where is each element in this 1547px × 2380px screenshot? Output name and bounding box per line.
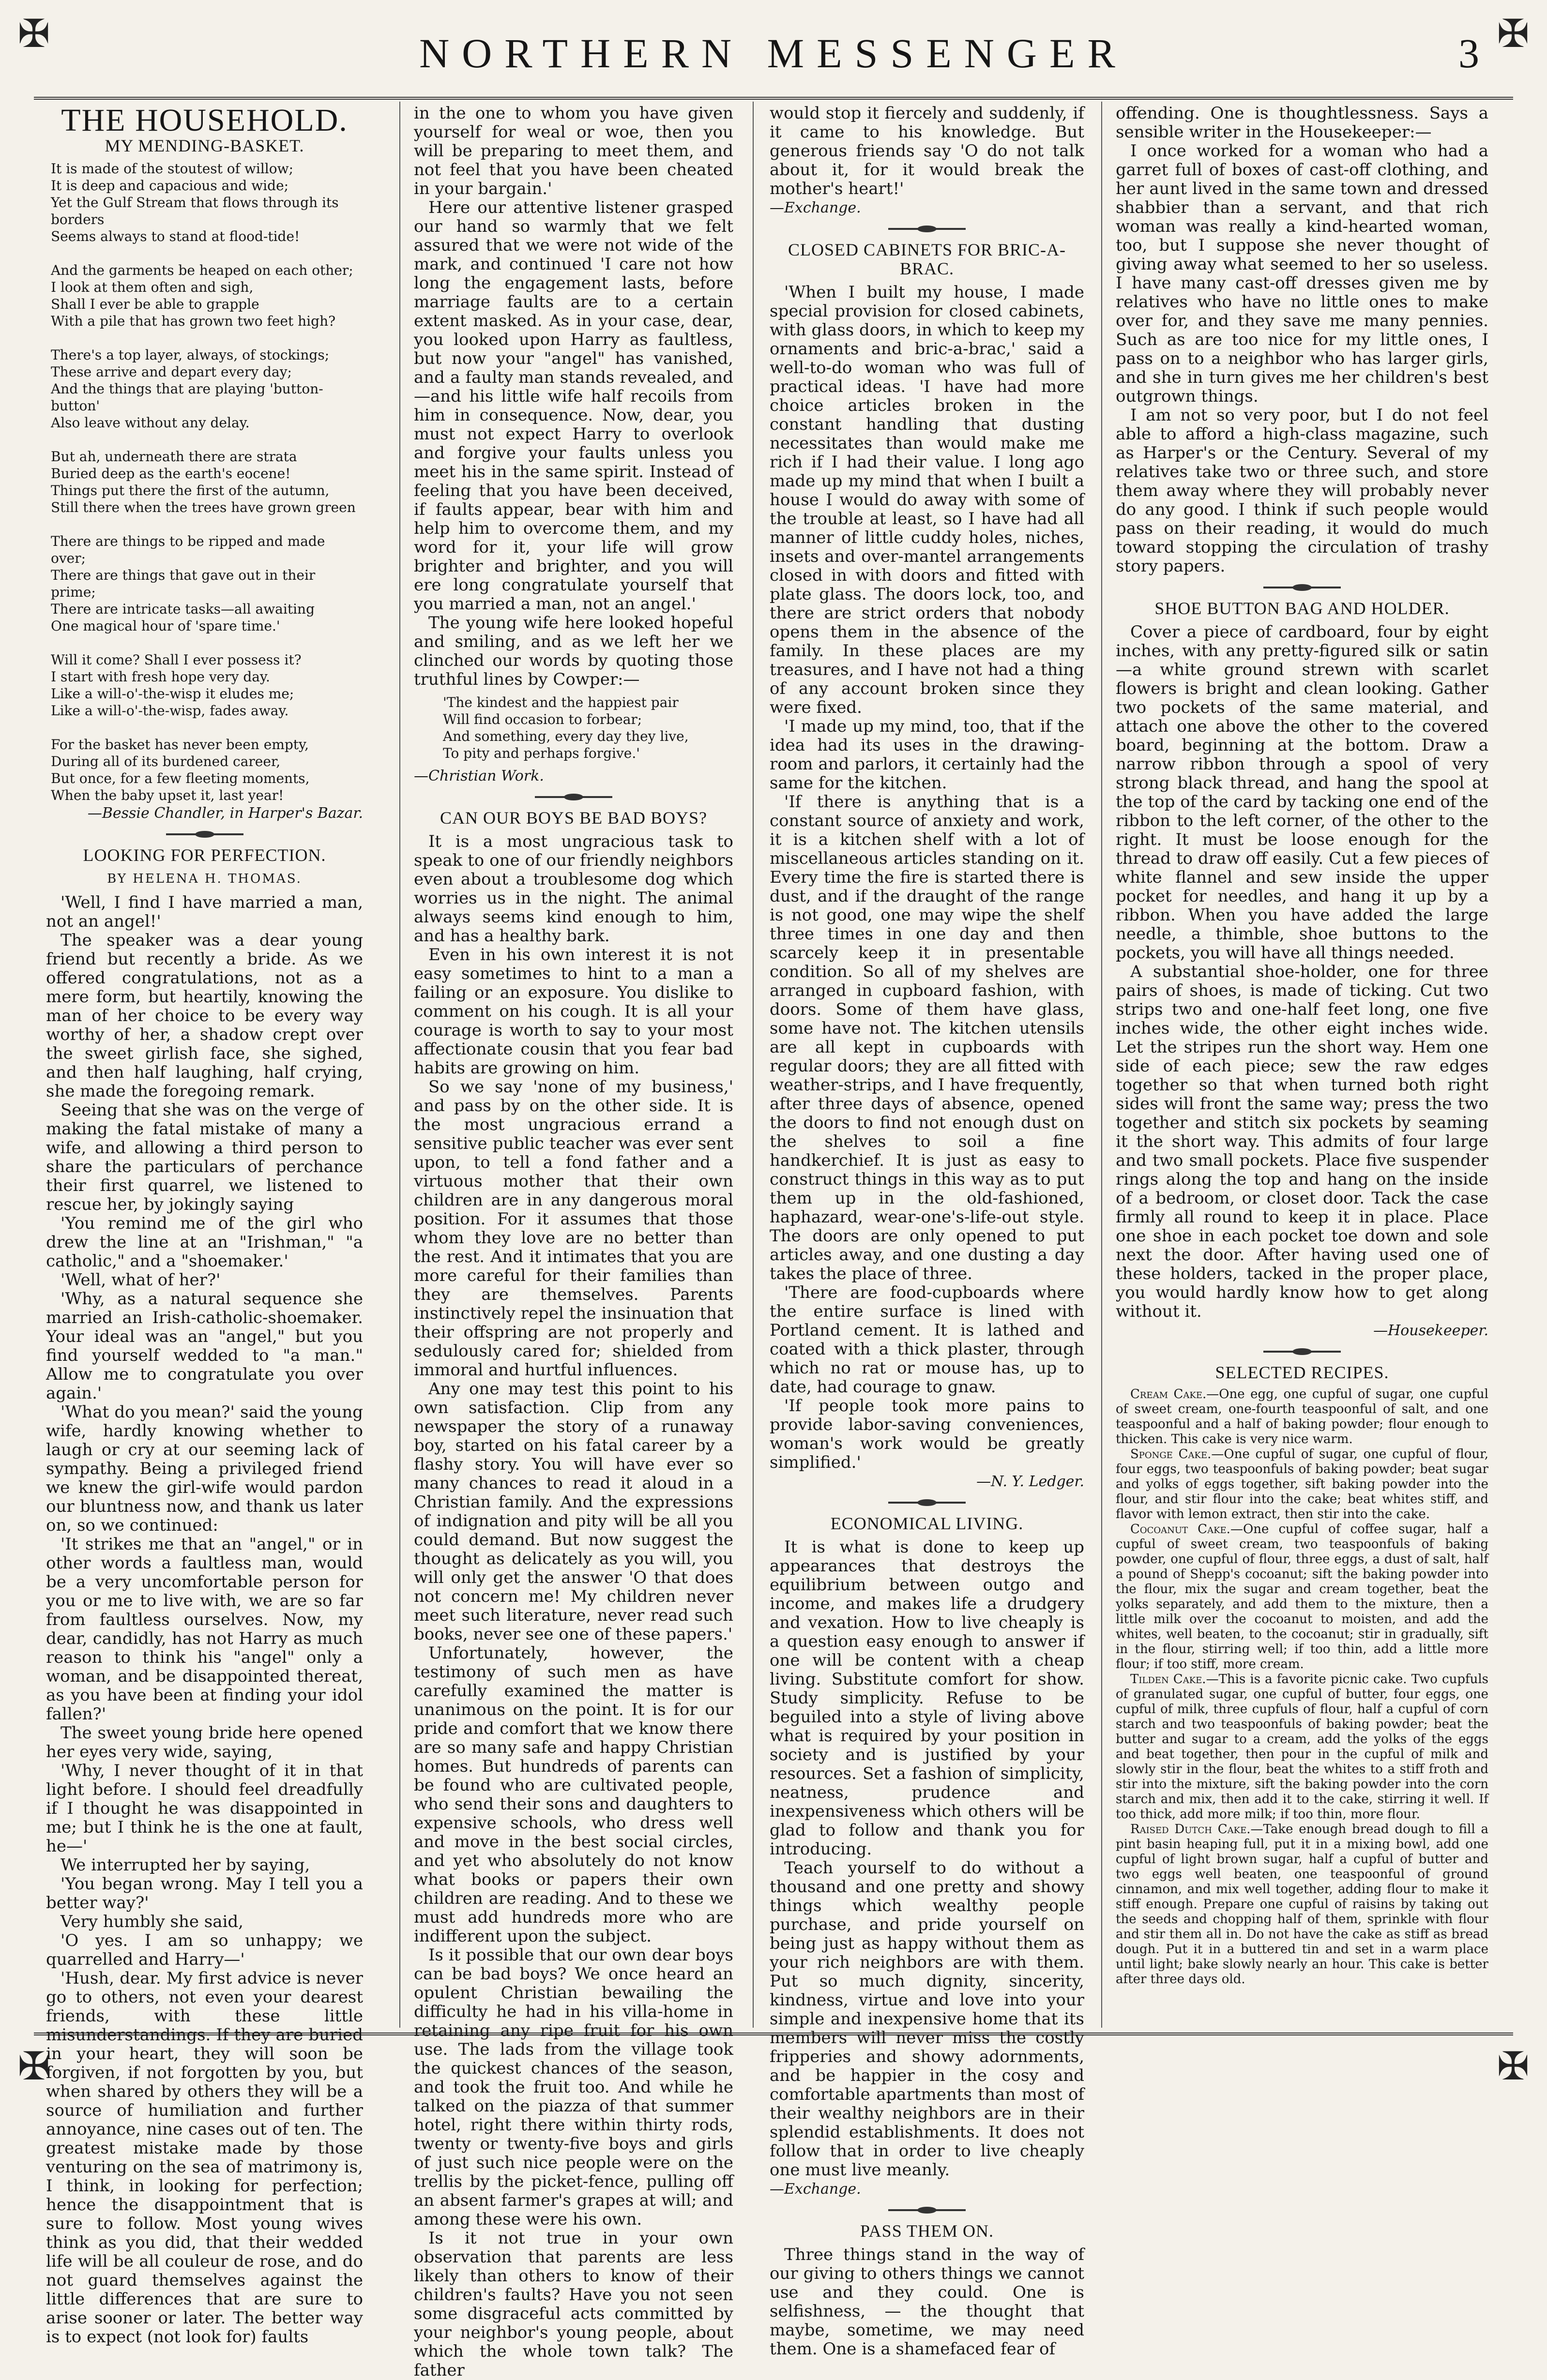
- column-1: [46, 103, 363, 2347]
- column-rule: [1101, 102, 1102, 2028]
- article-byline: BY HELENA H. THOMAS.: [107, 872, 302, 886]
- paragraph: Is it possible that our own dear boys can be bad boys? We once heard an opulent Christian bewailing the difficulty he had in his villa-home in retaining any ripe fruit for his own use. The lads from the village took the quickest chances of the season, and took the fruit too. And while he talked on the piazza of that summer hotel, right there within thirty rods, twenty or twenty-five boys and girls of just such nice people were on the trellis by the picket-fence, pulling off an absent farmer's grapes at will; and among these were his own.: [414, 1945, 733, 2229]
- quoted-verse: 'The kindest and the happiest pair Will find occasion to forbear; And something, every day they live, To pity and perhaps forgive.': [443, 694, 689, 761]
- paragraph: The young wife here looked hopeful and smiling, and as we left her we clinched our words by quoting those truthful lines by Cowper:—: [414, 613, 733, 689]
- paragraph: in the one to whom you have given yourself for weal or woe, then you will be preparing to meet them, and not feel that you have been cheated in your bargain.': [414, 104, 733, 198]
- corner-ornament-top-left: ✠: [17, 11, 50, 56]
- poem-credit: —Bessie Chandler, in Harper's Bazar.: [87, 805, 363, 822]
- recipe-item: [1116, 1822, 1488, 1987]
- recipe-name: Cocoanut Cake.: [1130, 1522, 1230, 1536]
- paragraph: I once worked for a woman who had a garret full of boxes of cast-off clothing, and her aunt lived in the same town and dressed shabbier than a servant, and that rich woman was really a kind-hearted woman, too, but I suppose she never thought of giving away what seemed to her so useless. I have many cast-off dresses given me by relatives who have no little ones to make over for, and they save me many pennies. Such as are too nice for my little ones, I pass on to a neighbor who has larger girls, and she in turn gives me her children's best outgrown things.: [1116, 141, 1488, 406]
- section-title: THE HOUSEHOLD.: [61, 103, 348, 138]
- corner-ornament-bottom-right: ✠: [1497, 2044, 1530, 2089]
- article-credit: —Housekeeper.: [1373, 1322, 1488, 1339]
- separator-ornament: [1263, 587, 1341, 588]
- paragraph: 'There are food-cupboards where the entire surface is lined with Portland cement. It is lathed and coated with a thick plaster, through which no rat or mouse has, up to date, had courage to gnaw.: [770, 1283, 1084, 1397]
- paragraph: 'If there is anything that is a constant source of anxiety and work, it is a kitchen shelf with a lot of miscellaneous articles standing on it. Every time the fire is started there is dust, and if the draught of the range is not good, one may wipe the shelf three times in one day and then scarcely keep it in presentable condition. So all of my shelves are arranged in cupboard fashion, with doors. Some of them have glass, some have not. The kitchen utensils are all kept in cupboards with regular doors; they are all fitted with weather-strips, and I have frequently, after three days of absence, opened the doors to find not enough dust on the shelves to soil a fine handkerchief. It is just as easy to construct things in this way as to put them up in the old-fashioned, haphazard, wear-one's-life-out style. The doors are only opened to put articles away, and one dusting a day takes the place of three.: [770, 792, 1084, 1283]
- corner-ornament-bottom-left: ✠: [17, 2044, 50, 2089]
- paragraph: offending. One is thoughtlessness. Says a sensible writer in the Housekeeper:—: [1116, 104, 1488, 142]
- paragraph: Here our attentive listener grasped our hand so warmly that we felt assured that we were not wide of the mark, and continued 'I care not how long the engagement lasts, before marriage faults are to a certain extent masked. As in your case, dear, you looked upon Harry as faultless, but now your "angel" has vanished, and a faulty man stands revealed, and—and his little wife half recoils from him in consequence. Now, dear, you must not expect Harry to overlook and forgive your faults unless you meet his in the same spirit. Instead of feeling that you have been deceived, if faults appear, bear with him and help him to overcome them, and my word for it, your life will grow brighter and brighter, and you will ere long congratulate yourself that you married a man, not an angel.': [414, 198, 733, 614]
- recipe-text: —One egg, one cupful of sugar, one cupful of sweet cream, one-fourth teaspoonful of salt, and one teaspoonful and a half of baking powder; flour enough to thicken. This cake is very nice warm.: [1116, 1387, 1488, 1446]
- recipe-name: Sponge Cake.: [1130, 1447, 1212, 1461]
- article-credit: —N. Y. Ledger.: [976, 1473, 1084, 1490]
- paragraph: Even in his own interest it is not easy sometimes to hint to a man a failing or an exposure. You dislike to comment on his cough. It is all your courage is worth to say to your most affectionate cousin that you fear bad habits are growing on him.: [414, 945, 733, 1078]
- paragraph: 'It strikes me that an "angel," or in other words a faultless man, would be a very uncomfortable person for you or me to live with, we are so far from faultless ourselves. Now, my dear, candidly, has not Harry as much reason to think his "angel" only a woman, and be disappointed thereat, as you have been at finding your idol fallen?': [46, 1535, 363, 1724]
- article-title: CLOSED CABINETS FOR BRIC-A-BRAC.: [788, 240, 1066, 278]
- separator-ornament: [888, 228, 966, 230]
- poem-text: It is made of the stoutest of willow; It is deep and capacious and wide; Yet the Gulf Stream that flows through its borders Seems always to stand at flood-tide! And the garments be heaped on each other; I look at them often and sigh, Shall I ever be able to grapple With a pile that has grown two feet high? There's a top layer, always, of stockings; These arrive and depart every day; And the things that are playing 'button-button' Also leave without any delay. But ah, underneath there are strata Buried deep as the earth's eocene! Things put there the first of the autumn, Still there when the trees have grown green There are things to be ripped and made over; There are things that gave out in their prime; There are intricate tasks—all awaiting One magical hour of 'spare time.' Will it come? Shall I ever possess it? I start with fresh hope very day. Like a will-o'-the-wisp it eludes me; Like a will-o'-the-wisp, fades away. For the basket has never been empty, During all of its burdened career, But once, for a few fleeting moments, When the baby upset it, last year!: [51, 161, 356, 803]
- paragraph: Unfortunately, however, the testimony of such men as have carefully examined the matter is unanimous on the point. It is for our pride and comfort that we know there are so many safe and happy Christian homes. But hundreds of parents can be found who are cultivated people, who send their sons and daughters to expensive schools, who dress well and move in the best social circles, and yet who absolutely do not know what books or papers their own children are reading. And to these we must add hundreds more who are indifferent upon the subject.: [414, 1643, 733, 1946]
- article-title: ECONOMICAL LIVING.: [830, 1514, 1024, 1533]
- poem-title: MY MENDING-BASKET.: [105, 136, 304, 155]
- paragraph: Cover a piece of cardboard, four by eight inches, with any pretty-figured silk or satin—a white ground strewn with scarlet flowers is bright and clean looking. Gather two pockets of the same material, and attach one above the other to the covered board, beginning at the bottom. Draw a narrow ribbon through a spool of very strong black thread, and hang the spool at the top of the card by tacking one end of the ribbon to the left corner, of the other to the right. It must be loose enough for the thread to draw off easily. Cut a few pieces of white flannel and sew inside the upper pocket for needles, and hang it up by a ribbon. When you have added the large needle, a thimble, shoe buttons to the pockets, you will have all things needed.: [1116, 622, 1488, 963]
- recipe-item: [1116, 1672, 1488, 1822]
- recipe-item: [1116, 1447, 1488, 1522]
- paragraph: I am not so very poor, but I do not feel able to afford a high-class magazine, such as Harper's or the Century. Several of my relatives take two or three such, and store them away where they will probably never do any good. I think if such people would pass on their reading, it would do much toward stopping the circulation of trashy story papers.: [1116, 406, 1488, 576]
- recipe-text: —Take enough bread dough to fill a pint basin heaping full, put it in a mixing bowl, add one cupful of light brown sugar, half a cupful of butter and two eggs well beaten, one teaspoonful of ground cinnamon, and mix well together, adding flour to make it stiff enough. Prepare one cupful of raisins by taking out the seeds and chopping half of them, sprinkle with flour and stir them all in. Do not have the cake as stiff as bread dough. Put it in a buttered tin and set in a warm place until light; bake slowly nearly an hour. This cake is better after three days old.: [1116, 1822, 1488, 1987]
- page-number: 3: [1458, 30, 1479, 76]
- paragraph: 'Why, I never thought of it in that light before. I should feel dreadfully if I thought he was disappointed in me; but I think he is the one at fault, he—': [46, 1761, 363, 1856]
- column-3: [770, 104, 1084, 2359]
- paragraph: The sweet young bride here opened her eyes very wide, saying,: [46, 1723, 363, 1762]
- recipe-name: Raised Dutch Cake.: [1130, 1822, 1251, 1837]
- paragraph: 'What do you mean?' said the young wife, hardly knowing whether to laugh or cry at our seeming lack of sympathy. Being a privileged friend we knew the girl-wife would pardon our bluntness now, and thank us later on, so we continued:: [46, 1402, 363, 1535]
- paragraph: It is what is done to keep up appearances that destroys the equilibrium between outgo and income, and makes life a drudgery and vexation. How to live cheaply is a question easy enough to answer if one will be content with a cheap living. Substitute comfort for show. Study simplicity. Refuse to be beguiled into a style of living above what is required by your position in society and is justified by your resources. Set a fashion of simplicity, neatness, prudence and inexpensiveness which others will be glad to follow and thank you for introducing.: [770, 1537, 1084, 1859]
- article-credit: —Christian Work.: [414, 768, 544, 784]
- masthead: [0, 12, 1547, 94]
- article-credit: —Exchange.: [770, 2181, 861, 2198]
- column-rule: [399, 102, 400, 2028]
- recipe-text: —This is a favorite picnic cake. Two cupfuls of granulated sugar, one cupful of butter, four eggs, one cupful of milk, three cupfuls of flour, half a cupful of corn starch and two teaspoonfuls of baking powder; beat the butter and sugar to a cream, add the yolks of the eggs and beat together, then pour in the cupful of milk and slowly stir in the flour, beat the whites to a stiff froth and stir into the mixture, sift the baking powder into the corn starch and mix, then add it to the cake, stirring it well. If too thick, add more milk; if too thin, more flour.: [1116, 1672, 1488, 1822]
- recipe-item: [1116, 1522, 1488, 1672]
- paragraph: 'Well, I find I have married a man, not an angel!': [46, 893, 363, 931]
- recipe-list: [1116, 1387, 1488, 1987]
- paragraph: Seeing that she was on the verge of making the fatal mistake of many a wife, and allowing a third person to share the particulars of perchance their first quarrel, we listened to rescue her, by jokingly saying: [46, 1100, 363, 1214]
- column-2: [414, 104, 733, 2380]
- recipe-text: —One cupful of sugar, one cupful of flour, four eggs, two teaspoonfuls of baking powder; beat sugar and yolks of eggs together, sift baking powder into the flour, and stir flour into the cake; beat whites stiff, and flavor with lemon extract, then stir into the cake.: [1116, 1447, 1488, 1521]
- article-title: PASS THEM ON.: [860, 2221, 994, 2241]
- separator-ornament: [166, 833, 243, 835]
- paragraph: A substantial shoe-holder, one for three pairs of shoes, is made of ticking. Cut two strips two and one-half feet long, one five inches wide, the other eight inches wide. Let the stripes run the short way. Hem one side of each piece; sew the raw edges together so that when turned both right sides will front the same way; press the two together and stitch six pockets by seaming it the short way. This admits of four large and two small pockets. Place five suspender rings along the top and hang on the inside of a bedroom, or closet door. Tack the case firmly all round to keep it in place. Place one shoe in each pocket toe down and sole next the door. After having used one of these holders, tacked in the proper place, you would hardly know how to get along without it.: [1116, 962, 1488, 1321]
- paragraph: So we say 'none of my business,' and pass by on the other side. It is the most ungracious errand a sensitive public teacher was ever sent upon, to tell a fond father and a virtuous mother that their own children are in any dangerous moral position. For it assumes that those whom they love are no better than the rest. And it intimates that you are more careful for their families than they are themselves. Parents instinctively repel the insinuation that their offspring are not properly and sedulously cared for; shielded from immoral and hurtful influences.: [414, 1077, 733, 1380]
- article-title: CAN OUR BOYS BE BAD BOYS?: [440, 808, 708, 828]
- paragraph: Is it not true in your own observation that parents are less likely than others to know of their children's faults? Have you not seen some disgraceful acts committed by your neighbor's young people, about which the whole town talk? The father: [414, 2229, 733, 2380]
- paragraph: would stop it fiercely and suddenly, if it came to his knowledge. But generous friends say 'O do not talk about it, for it would break the mother's heart!': [770, 104, 1084, 198]
- column-4: [1116, 104, 1488, 2025]
- corner-ornament-top-right: ✠: [1497, 11, 1530, 56]
- paragraph: It is a most ungracious task to speak to one of our friendly neighbors even about a troublesome dog which worries us in the night. The animal always seems kind enough to him, and has a healthy bark.: [414, 832, 733, 946]
- recipe-text: —One cupful of coffee sugar, half a cupful of sweet cream, two teaspoonfuls of baking powder, one cupful of flour, three eggs, a dust of salt, half a pound of Shepp's cocoanut; sift the baking powder into the flour, mix the sugar and cream together, beat the yolks separately, and add them to the mixture, then a little milk over the cocoanut to moisten, and add the whites, well beaten, to the cocoanut; stir in gradually, sift in the flour, stirring well; if too thin, add a little more flour; if too stiff, more cream.: [1116, 1522, 1488, 1672]
- paragraph: 'You remind me of the girl who drew the line at an "Irishman," "a catholic," and a "shoemaker.': [46, 1214, 363, 1271]
- recipe-name: Cream Cake.: [1130, 1387, 1207, 1401]
- paragraph: We interrupted her by saying,: [61, 1855, 310, 1875]
- recipe-name: Tilden Cake.: [1130, 1672, 1206, 1687]
- article-title: SHOE BUTTON BAG AND HOLDER.: [1154, 599, 1450, 618]
- separator-ornament: [888, 2209, 966, 2211]
- paragraph: 'O yes. I am so unhappy; we quarrelled and Harry—': [46, 1931, 363, 1969]
- paragraph: Any one may test this point to his own satisfaction. Clip from any newspaper the story of a runaway boy, started on his fatal career by a flashy story. You will have ever so many chances to read it aloud in a Christian family. And the expressions of indignation and pity will be all you could demand. But now suggest the thought as delicately as you will, you will only get the answer 'O that does not concern me! My children never meet such literature, never read such books, never see one of these papers.': [414, 1379, 733, 1644]
- top-rule: [34, 97, 1513, 100]
- article-title: LOOKING FOR PERFECTION.: [83, 845, 326, 865]
- paragraph: 'When I built my house, I made special provision for closed cabinets, with glass doors, in which to keep my ornaments and bric-a-brac,' said a well-to-do woman who was full of practical ideas. 'I have had more choice articles broken in the constant handling that dusting necessitates than would make me rich if I had their value. I long ago made up my mind that when I built a house I would do away with some of the trouble at least, so I have had all manner of little cuddy holes, niches, insets and over-mantel arrangements closed in with doors and fitted with plate glass. The doors lock, too, and there are strict orders that nobody opens them in the absence of the family. In these places are my treasures, and I have not had a thing of any account broken since they were fixed.: [770, 283, 1084, 717]
- separator-ornament: [535, 796, 612, 798]
- paragraph: 'Hush, dear. My first advice is never go to others, not even your dearest friends, with these little misunderstandings. If they are buried in your heart, they will soon be forgiven, if not forgotten by you, but when shared by others they will be a source of humiliation and further annoyance, nine cases out of ten. The greatest mistake made by those venturing on the sea of matrimony is, I think, in looking for perfection; hence the disappointment that is sure to follow. Most young wives think as you did, that their wedded life will be all couleur de rose, and do not guard themselves against the little differences that are sure to arise sooner or later. The better way is to expect (not look for) faults: [46, 1969, 363, 2347]
- paragraph: Very humbly she said,: [61, 1912, 243, 1931]
- paragraph: Teach yourself to do without a thousand and one pretty and showy things which wealthy people purchase, and pride yourself on being just as happy without them as your rich neighbors are with them. Put so much dignity, sincerity, kindness, virtue and love into your simple and inexpensive home that its members will never miss the costly fripperies and showy adornments, and be happier in the cosy and comfortable apartments than most of their wealthy neighbors are in their splendid establishments. It does not follow that in order to live cheaply one must live meanly.: [770, 1858, 1084, 2180]
- column-rule: [753, 102, 754, 2028]
- paragraph: 'Well, what of her?': [61, 1270, 221, 1290]
- paragraph: 'You began wrong. May I tell you a better way?': [46, 1874, 363, 1913]
- masthead-title: NORTHERN MESSENGER: [419, 30, 1128, 76]
- recipe-item: [1116, 1387, 1488, 1447]
- separator-ornament: [888, 1502, 966, 1504]
- separator-ornament: [1263, 1351, 1341, 1353]
- article-credit: —Exchange.: [770, 199, 861, 216]
- paragraph: 'I made up my mind, too, that if the idea had its uses in the drawing-room and parlors, it certainly had the same for the kitchen.: [770, 717, 1084, 793]
- article-title: SELECTED RECIPES.: [1215, 1363, 1389, 1382]
- paragraph: The speaker was a dear young friend but recently a bride. As we offered congratulations, not as a mere form, but heartily, knowing the man of her choice to be every way worthy of her, a shadow crept over the sweet girlish face, she sighed, and then half laughing, half crying, she made the foregoing remark.: [46, 931, 363, 1101]
- paragraph: Three things stand in the way of our giving to others things we cannot use and they could. One is selfishness, — the thought that maybe, sometime, we may need them. One is a shamefaced fear of: [770, 2245, 1084, 2359]
- paragraph: 'If people took more pains to provide labor-saving conveniences, woman's work would be greatly simplified.': [770, 1396, 1084, 1472]
- paragraph: 'Why, as a natural sequence she married an Irish-catholic-shoemaker. Your ideal was an "angel," but you find yourself wedded to "a man." Allow me to congratulate you over again.': [46, 1289, 363, 1403]
